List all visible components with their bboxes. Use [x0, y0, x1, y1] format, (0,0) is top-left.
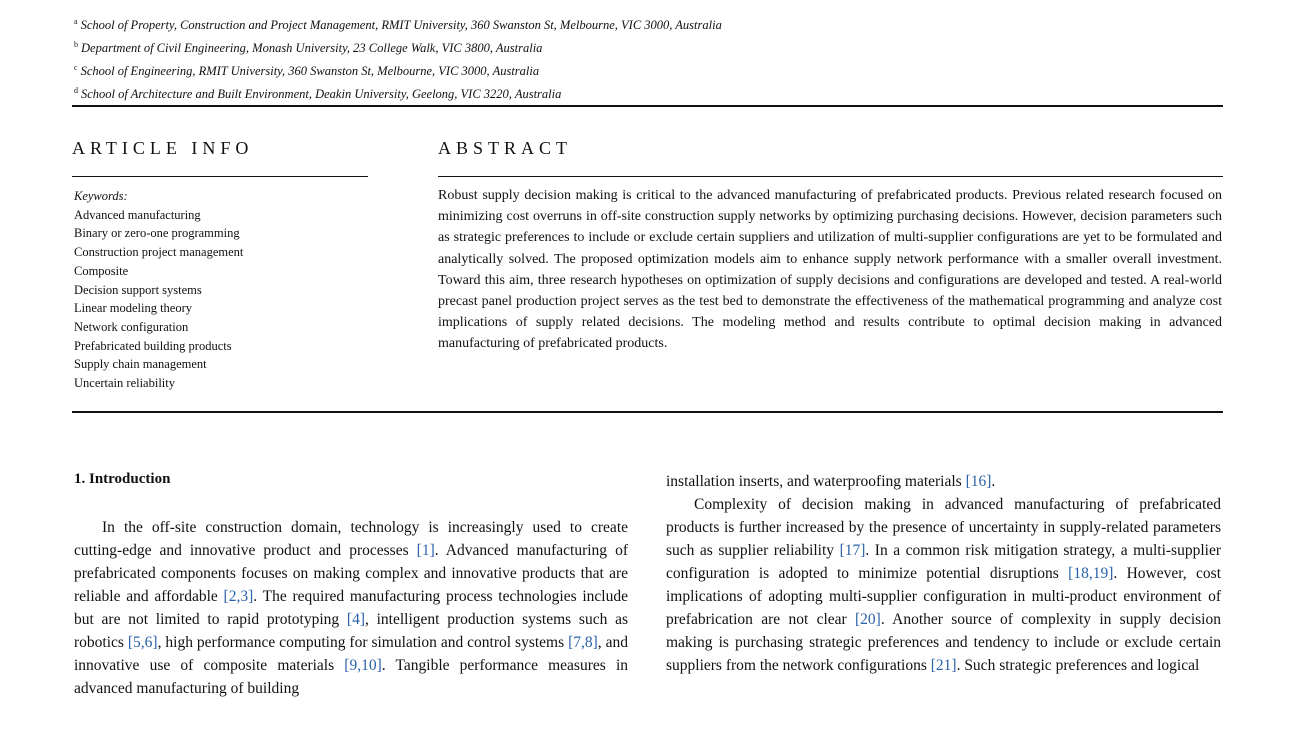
abstract-text: Robust supply decision making is critical to the advanced manufacturing of prefabricated products. Previous related research focused on minimizing cost overruns in off-site construction supply networks by optimizing purchasing decisions. However, decision parameters such as strategic preferences to include or exclude certain suppliers and utilization of multi-supplier configurations are yet to be formulated and analytically solved. The proposed optimization models aim to enhance supply network performance with a smaller overall investment. Toward this aim, three research hypotheses on optimization of supply decisions and configurations are developed and tested. A real-world precast panel production project serves as the test bed to demonstrate the effectiveness of the mathematical programming and analyze cost implications of supply related decisions. The modeling method and results contribute to optimal decision making in advanced manufacturing of prefabricated products. [438, 188, 1222, 352]
body-column-left [74, 516, 628, 700]
keywords-list [74, 187, 243, 393]
citation-link[interactable]: [9,10] [344, 657, 382, 674]
body-column-right [666, 470, 1221, 677]
abstract-heading: ABSTRACT [438, 138, 573, 158]
keyword[interactable]: Decision support systems [74, 282, 202, 297]
section-title-introduction: 1. Introduction [74, 471, 171, 487]
paragraph-continuation: installation inserts, and waterproofing materials [16]. [666, 473, 996, 490]
affiliation-b: $^b$ Department of Civil Engineering, Monash University, 23 College Walk, VIC 3800, Australia [74, 40, 543, 55]
citation-link[interactable]: [4] [346, 611, 365, 628]
complexity-paragraph: Complexity of decision making in advanced manufacturing of prefabricated products is further increased by the presence of uncertainty in supply-related parameters such as supplier reliability [17]. In a common risk mitigation strategy, a multi-supplier configuration is adopted to minimize potential disruptions [18,19]. However, cost implications of adopting multi-supplier configuration in multi-product environment of prefabrication are not clear [20]. Another source of complexity in supply decision making is purchasing strategic preferences and tendency to include or exclude certain suppliers from the network configurations [21]. Such strategic preferences and logical [666, 496, 1222, 674]
keyword[interactable]: Prefabricated building products [74, 338, 232, 353]
intro-paragraph: In the off-site construction domain, technology is increasingly used to create cutting-edge and innovative product and processes [1]. Advanced manufacturing of prefabricated components focuses on making complex and innovative products that are reliable and affordable [2,3]. The required manufacturing process technologies include but are not limited to rapid prototyping [4], intelligent production systems such as robotics [5,6], high performance computing for simulation and control systems [7,8], and innovative use of composite materials [9,10]. Tangible performance measures in advanced manufacturing of building [74, 519, 629, 697]
affiliation-c: $^c$ School of Engineering, RMIT University, 360 Swanston St, Melbourne, VIC 3000, Australia [74, 63, 540, 78]
citation-link[interactable]: [20] [855, 611, 881, 628]
affiliations [74, 12, 722, 104]
keyword[interactable]: Supply chain management [74, 357, 207, 372]
citation-link[interactable]: [18,19] [1068, 565, 1114, 582]
keyword[interactable]: Construction project management [74, 245, 244, 260]
article-info-divider [72, 176, 368, 177]
top-divider [72, 105, 1223, 107]
citation-link[interactable]: [5,6] [127, 634, 158, 651]
article-info-heading: ARTICLE INFO [72, 138, 254, 158]
keyword[interactable]: Composite [74, 263, 129, 278]
citation-link[interactable]: [21] [930, 657, 957, 674]
keywords-label: Keywords: [74, 189, 128, 203]
citation-link[interactable]: [7,8] [568, 634, 598, 651]
keyword[interactable]: Network configuration [74, 319, 189, 334]
citation-link[interactable]: [17] [839, 542, 866, 559]
keyword[interactable]: Advanced manufacturing [74, 207, 201, 222]
citation-link[interactable]: [16] [965, 473, 992, 490]
abstract-divider [438, 176, 1223, 177]
affiliation-a: $^a$ School of Property, Construction and Project Management, RMIT University, 360 Swanston St, Melbourne, VIC 3000, Australia [74, 17, 722, 32]
affiliation-d: $^d$ School of Architecture and Built Environment, Deakin University, Geelong, VIC 3220, Australia [74, 86, 562, 101]
citation-link[interactable]: [1] [416, 542, 435, 559]
keyword[interactable]: Linear modeling theory [74, 301, 193, 316]
keyword[interactable]: Binary or zero-one programming [74, 226, 240, 241]
citation-link[interactable]: [2,3] [223, 588, 254, 605]
abstract-bottom-divider [72, 411, 1223, 413]
keyword[interactable]: Uncertain reliability [74, 376, 176, 391]
